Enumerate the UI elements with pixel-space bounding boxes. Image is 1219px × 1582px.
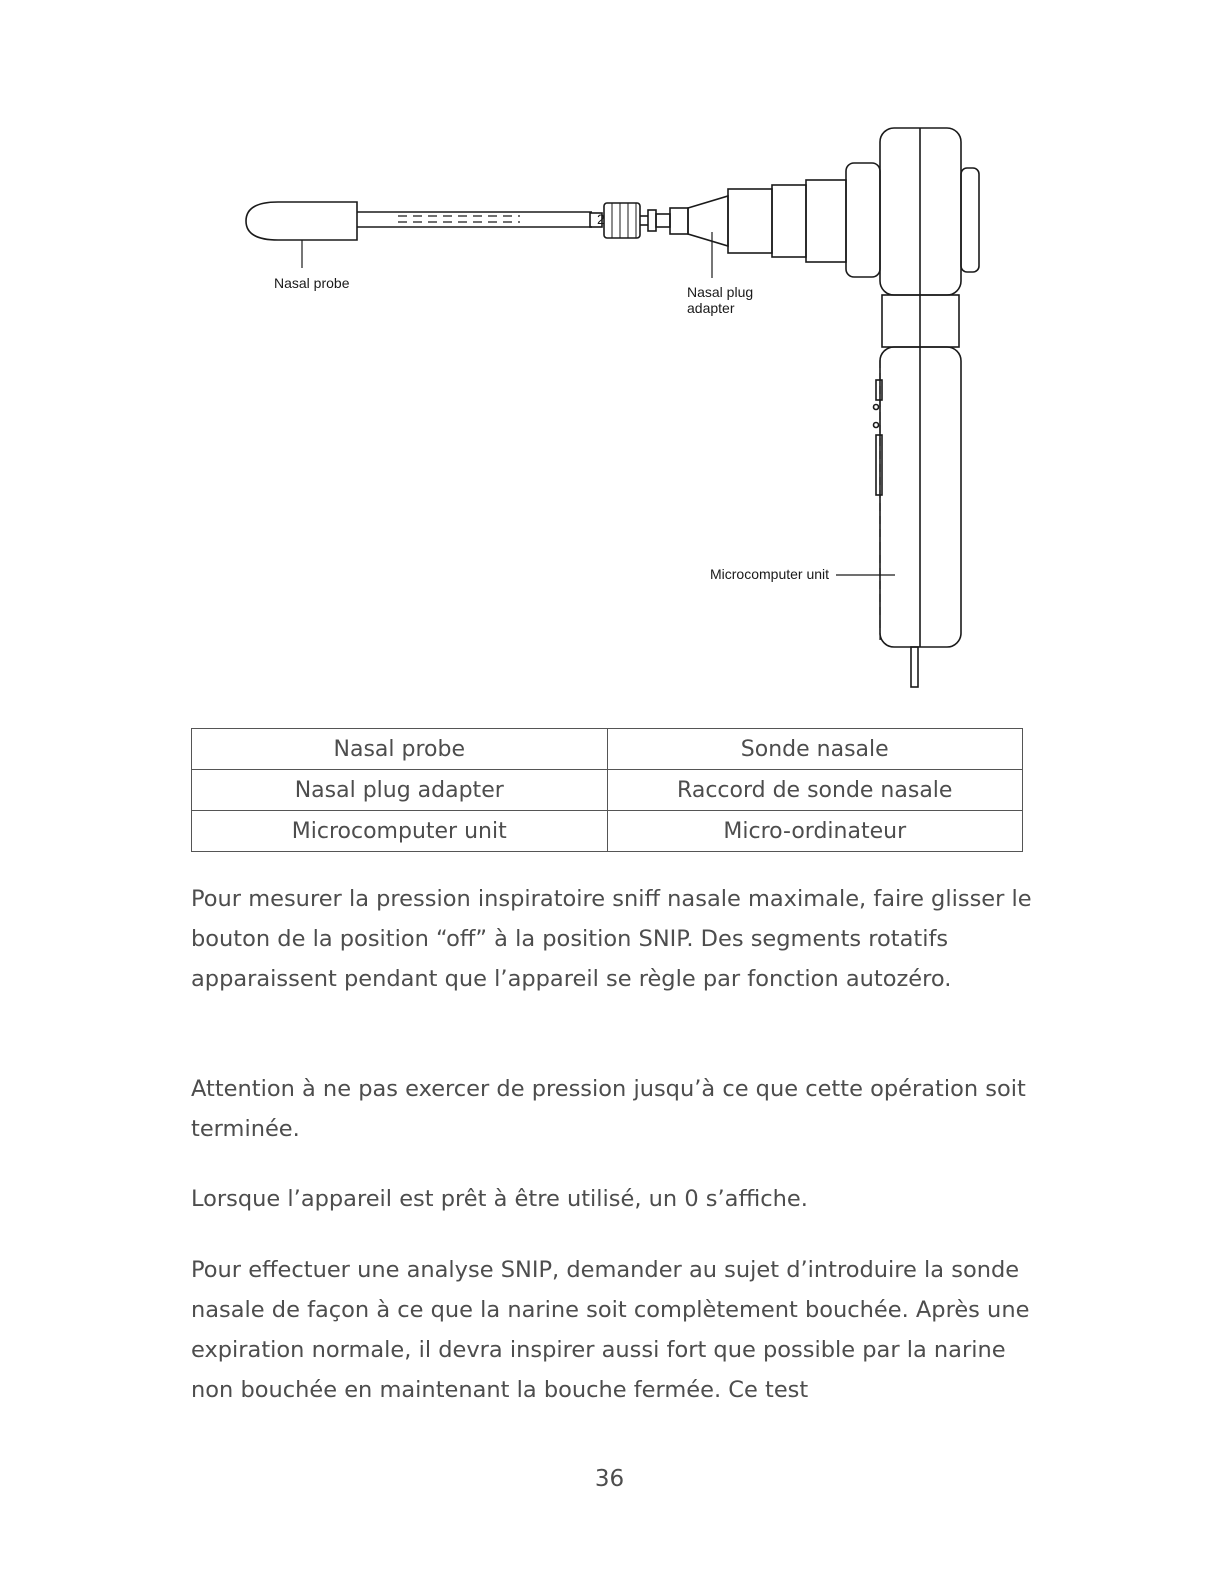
paragraph: Lorsque l’appareil est prêt à être utilisé, un 0 s’affiche. <box>191 1186 808 1212</box>
nasal-plug-adapter-drawing <box>688 163 880 278</box>
table-cell-en: Nasal plug adapter <box>192 770 608 811</box>
table-row <box>192 811 1023 852</box>
page-number: 36 <box>594 1466 625 1492</box>
table-cell-en: Nasal probe <box>192 729 608 770</box>
table-row <box>192 770 1023 811</box>
microcomputer-unit-label: Microcomputer unit <box>710 566 830 582</box>
table-cell-fr: Raccord de sonde nasale <box>607 770 1023 811</box>
connector-drawing <box>604 203 688 238</box>
table-cell-fr: Micro-ordinateur <box>607 811 1023 852</box>
nasal-plug-adapter-label-line2: adapter <box>687 300 735 316</box>
paragraph: Pour mesurer la pression inspiratoire sniff nasale maximale, faire glisser le bouton de la position “off” à la position SNIP. Des segments rotatifs apparaissent pendant que l’appareil se règle par fonction autozéro. <box>191 886 1032 992</box>
device-diagram <box>0 0 1219 700</box>
connector-number: 2 <box>597 211 605 227</box>
paragraph: Pour effectuer une analyse SNIP, demander au sujet d’introduire la sonde nasale de façon à ce que la narine soit complètement bouchée. Après une expiration normale, il devra inspirer aussi fort que possible par la narine non bouchée en maintenant la bouche fermée. Ce test <box>191 1257 1030 1403</box>
nasal-probe-label: Nasal probe <box>274 275 350 291</box>
nasal-plug-adapter-label-line1: Nasal plug <box>687 284 754 300</box>
nasal-probe-drawing <box>246 202 602 268</box>
table-cell-fr: Sonde nasale <box>607 729 1023 770</box>
paragraph: Attention à ne pas exercer de pression jusqu’à ce que cette opération soit terminée. <box>191 1076 1026 1142</box>
microcomputer-unit-drawing <box>836 128 979 687</box>
table-row <box>192 729 1023 770</box>
terms-table <box>191 728 1023 852</box>
table-cell-en: Microcomputer unit <box>192 811 608 852</box>
